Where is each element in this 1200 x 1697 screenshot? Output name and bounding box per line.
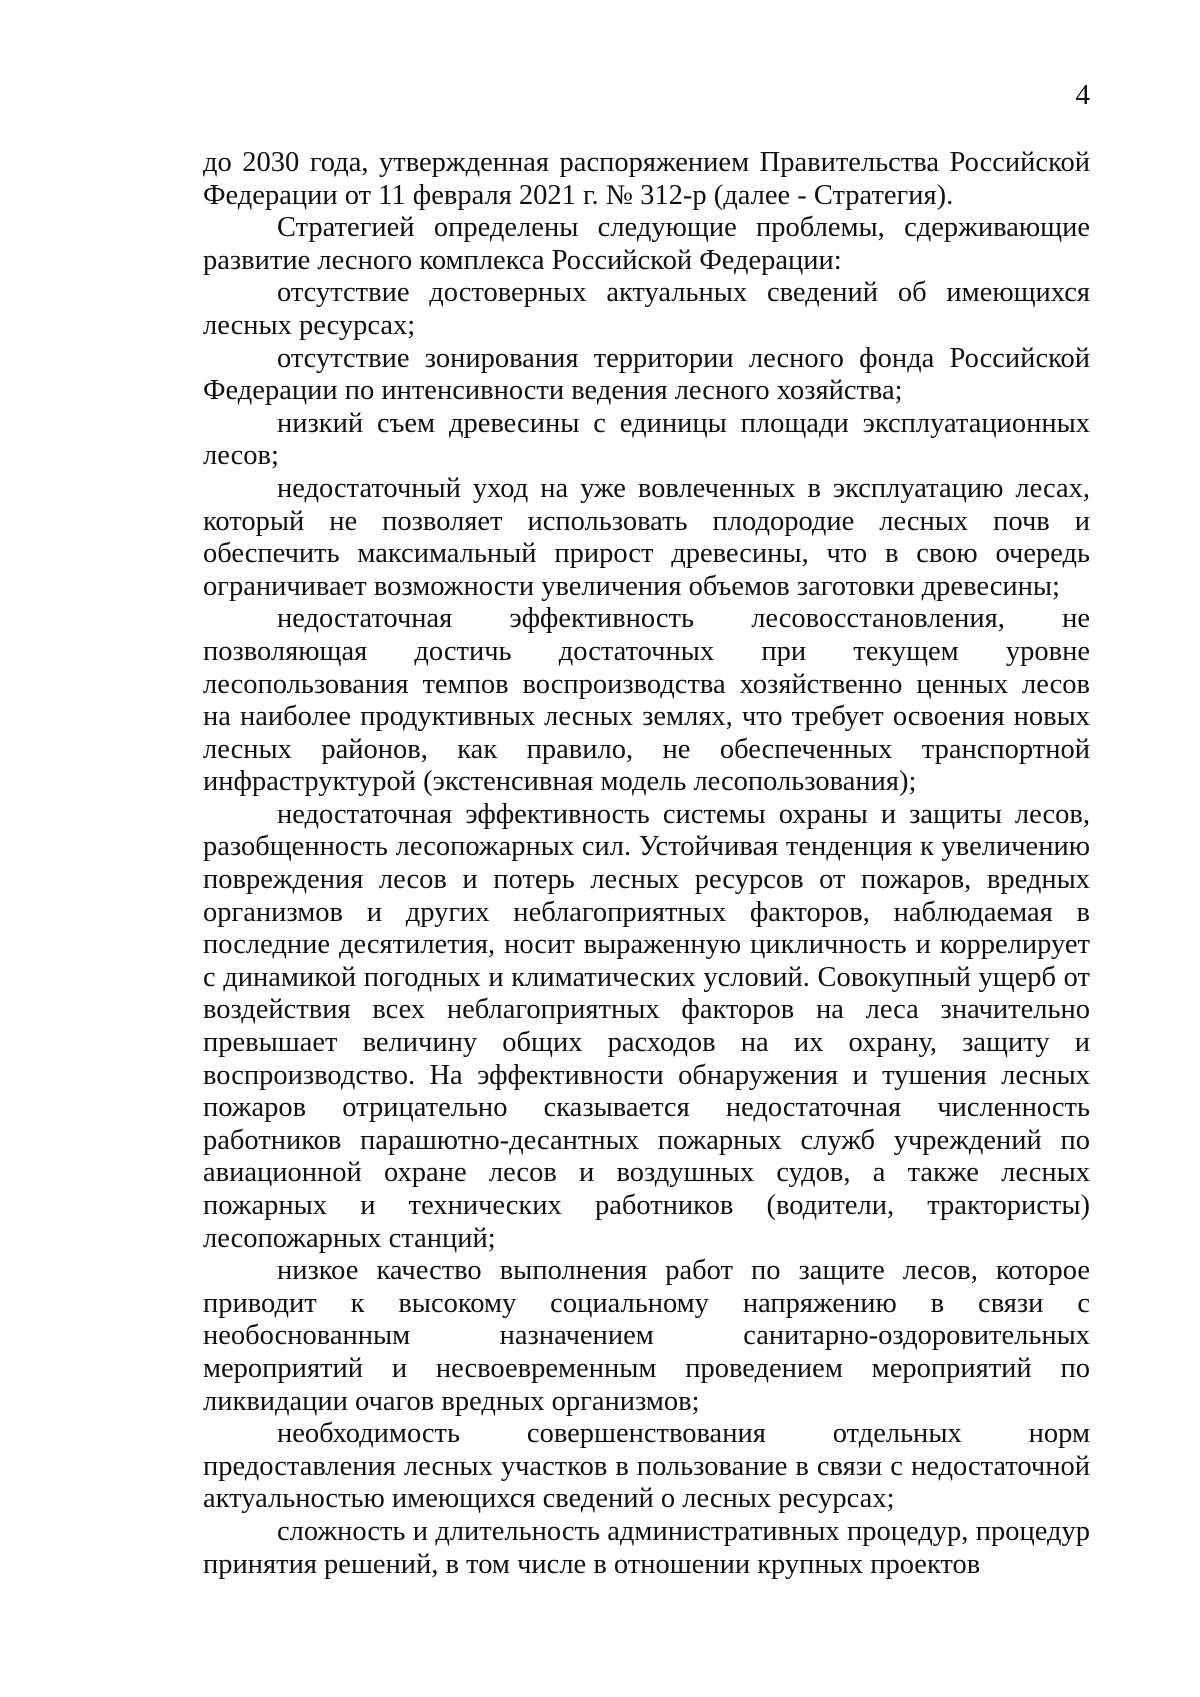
paragraph-problems-intro: Стратегией определены следующие проблемы, сдерживающие развитие лесного комплекса Российской Федерации: [203, 212, 1090, 276]
paragraph-problem-no-reliable-data: отсутствие достоверных актуальных сведений об имеющихся лесных ресурсах; [203, 277, 1090, 341]
paragraph-problem-land-provision-norms: необходимость совершенствования отдельных норм предоставления лесных участков в пользование в связи с недостаточной актуальностью имеющихся сведений о лесных ресурсах; [203, 1418, 1090, 1515]
paragraph-problem-no-zoning: отсутствие зонирования территории лесного фонда Российской Федерации по интенсивности ведения лесного хозяйства; [203, 342, 1090, 407]
paragraph-problem-low-quality-protection: низкое качество выполнения работ по защите лесов, которое приводит к высокому социальному напряжению в связи с необоснованным назначением санитарно-оздоровительных мероприятий и несвоевременным проведением мероприятий по ликвидации очагов вредных организмов; [203, 1255, 1090, 1417]
paragraph-strategy-reference: до 2030 года, утвержденная распоряжением Правительства Российской Федерации от 11 февраля 2021 г. № 312-р (далее - Стратегия). [203, 147, 1090, 211]
paragraph-problem-reforestation: недостаточная эффективность лесовосстановления, не позволяющая достичь достаточных при текущем уровне лесопользования темпов воспроизводства хозяйственно ценных лесов на наиболее продуктивных лесных землях, что требует освоения новых лесных районов, как правило, не обеспеченных транспортной инфраструктурой (экстенсивная модель лесопользования); [203, 603, 1090, 798]
page-number: 4 [1075, 79, 1090, 111]
paragraph-problem-low-harvest: низкий съем древесины с единицы площади эксплуатационных лесов; [203, 407, 1090, 472]
body-text [203, 147, 1090, 1581]
paragraph-problem-forest-protection: недостаточная эффективность системы охраны и защиты лесов, разобщенность лесопожарных сил. Устойчивая тенденция к увеличению повреждения лесов и потерь лесных ресурсов от пожаров, вредных организмов и других неблагоприятных факторов, наблюдаемая в последние десятилетия, носит выраженную цикличность и коррелирует с динамикой погодных и климатических условий. Совокупный ущерб от воздействия всех неблагоприятных факторов на леса значительно превышает величину общих расходов на их охрану, защиту и воспроизводство. На эффективности обнаружения и тушения лесных пожаров отрицательно сказывается недостаточная численность работников парашютно-десантных пожарных служб учреждений по авиационной охране лесов и воздушных судов, а также лесных пожарных и технических работников (водители, трактористы) лесопожарных станций; [203, 798, 1090, 1254]
paragraph-problem-administrative-procedures: сложность и длительность административных процедур, процедур принятия решений, в том числе в отношении крупных проектов [203, 1515, 1090, 1580]
paragraph-problem-insufficient-care: недостаточный уход на уже вовлеченных в эксплуатацию лесах, который не позволяет использовать плодородие лесных почв и обеспечить максимальный прирост древесины, что в свою очередь ограничивает возможности увеличения объемов заготовки древесины; [203, 472, 1090, 602]
